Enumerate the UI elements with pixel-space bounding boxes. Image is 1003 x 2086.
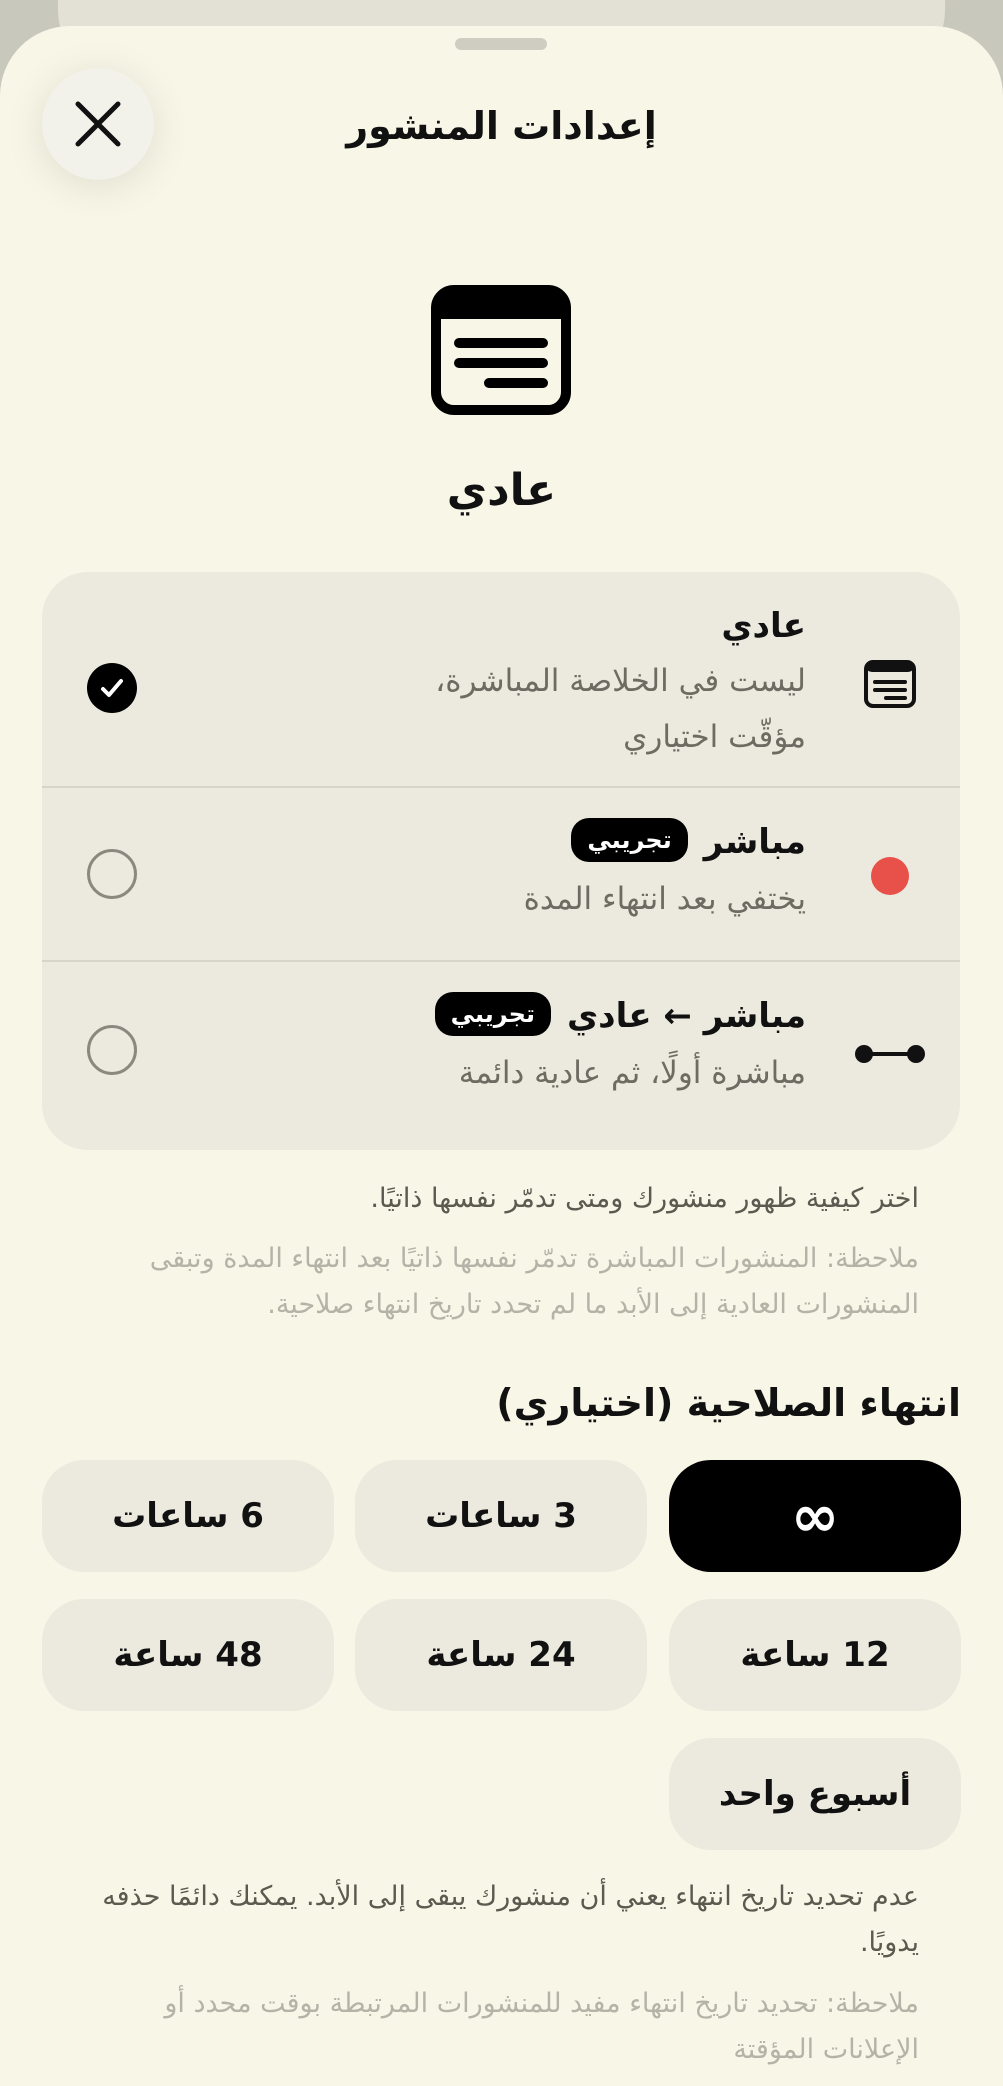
drag-handle[interactable] [455, 38, 547, 50]
option-title: مباشر ← عادي [566, 996, 806, 1036]
expiry-option-3h[interactable]: 3 ساعات [355, 1460, 647, 1572]
expiry-option-12h[interactable]: 12 ساعة [669, 1599, 961, 1711]
option-description: يختفي بعد انتهاء المدة [523, 881, 806, 917]
option-normal[interactable] [42, 572, 960, 786]
type-note-text: ملاحظة: المنشورات المباشرة تدمّر نفسها ذاتيًا بعد انتهاء المدة وتبقى المنشورات العادية إلى الأبد ما لم تحدد تاريخ انتهاء صلاحية. [149, 1243, 919, 1320]
expiry-option-48h[interactable]: 48 ساعة [42, 1599, 334, 1711]
expiry-option-infinite[interactable]: ∞ [669, 1460, 961, 1572]
type-help-text: اختر كيفية ظهور منشورك ومتى تدمّر نفسها ذاتيًا. [370, 1183, 919, 1214]
expiry-help-text: عدم تحديد تاريخ انتهاء يعني أن منشورك يبقى إلى الأبد. يمكنك دائمًا حذفه يدويًا. [102, 1881, 919, 1958]
checkmark-icon [97, 673, 127, 703]
radio-unselected[interactable] [87, 849, 137, 899]
option-description: مؤقّت اختياري [623, 719, 806, 755]
red-dot-icon [870, 856, 910, 896]
option-live[interactable] [42, 786, 960, 962]
post-lines-icon [431, 285, 571, 415]
expiry-note-text: ملاحظة: تحديد تاريخ انتهاء مفيد للمنشورات المرتبطة بوقت محدد أو الإعلانات المؤقتة [164, 1988, 919, 2065]
option-live-then-normal[interactable] [42, 960, 960, 1150]
radio-unselected[interactable] [87, 1025, 137, 1075]
close-button[interactable] [42, 68, 154, 180]
experimental-badge: تجريبي [571, 818, 687, 862]
post-type-options [42, 572, 960, 1150]
option-description: ليست في الخلاصة المباشرة، [435, 663, 806, 699]
selected-type-title: عادي [446, 465, 557, 516]
dot-line-dot-icon [854, 1042, 926, 1066]
sheet-title: إعدادات المنشور [346, 104, 657, 148]
expiry-option-6h[interactable]: 6 ساعات [42, 1460, 334, 1572]
expiry-option-24h[interactable]: 24 ساعة [355, 1599, 647, 1711]
expiry-option-1week[interactable]: أسبوع واحد [669, 1738, 961, 1850]
post-lines-icon [864, 660, 916, 708]
option-title: عادي [721, 606, 806, 646]
experimental-badge: تجريبي [435, 992, 551, 1036]
post-settings-sheet [0, 26, 1003, 2086]
option-title: مباشر [703, 822, 806, 862]
radio-selected[interactable] [87, 663, 137, 713]
option-description: مباشرة أولًا، ثم عادية دائمة [458, 1055, 806, 1091]
close-icon [72, 98, 124, 150]
expiry-section-title: انتهاء الصلاحية (اختياري) [496, 1381, 961, 1425]
